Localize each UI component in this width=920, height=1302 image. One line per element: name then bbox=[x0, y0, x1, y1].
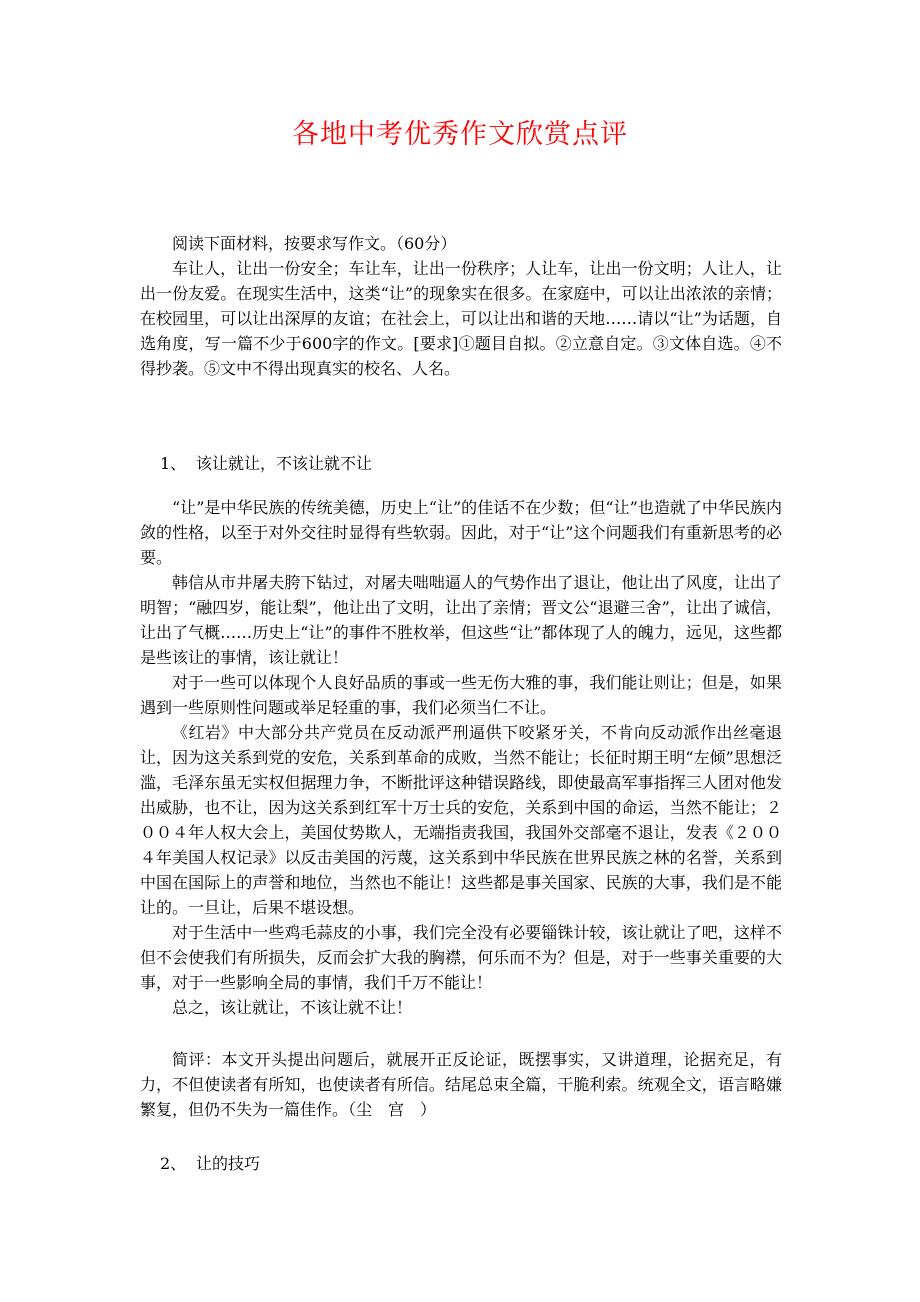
essay1-body bbox=[140, 495, 782, 1020]
essay1-heading bbox=[160, 451, 372, 476]
prompt-block bbox=[140, 231, 782, 381]
essay1-paragraph: “让”是中华民族的传统美德，历史上“让”的佳话不在少数；但“让”也造就了中华民族内敛的性格，以至于对外交往时显得有些软弱。因此，对于“让”这个问题我们有重新思考的必要。 bbox=[140, 498, 782, 567]
essay1-paragraph: 《红岩》中大部分共产党员在反动派严刑逼供下咬紧牙关，不肯向反动派作出丝毫退让，因为这关系到党的安危，关系到革命的成败，当然不能让；长征时期王明“左倾”思想泛滥，毛泽东虽无实权但据理力争，不断批评这种错误路线，即使最高军事指挥三人团对他发出威胁，也不让，因为这关系到红军十万士兵的安危，关系到中国的命运，当然不能让；２００４年人权大会上，美国仗势欺人，无端指责我国，我国外交部毫不退让，发表《２００４年美国人权记录》以反击美国的污蔑，这关系到中华民族在世界民族之林的名誉，关系到中国在国际上的声誉和地位，当然也不能让！这些都是事关国家、民族的大事，我们是不能让的。一旦让，后果不堪设想。 bbox=[140, 723, 782, 917]
essay1-title: 该让就让，不该让就不让 bbox=[196, 454, 373, 473]
essay1-paragraph: 对于生活中一些鸡毛蒜皮的小事，我们完全没有必要锱铢计较，该让就让了吧，这样不但不会使我们有所损失，反而会扩大我的胸襟，何乐而不为？但是，对于一些事关重要的大事，对于一些影响全局的事情，我们千万不能让！ bbox=[140, 923, 782, 992]
document-title: 各地中考优秀作文欣赏点评 bbox=[292, 119, 628, 150]
essay2-heading bbox=[160, 1151, 260, 1176]
prompt-material: 车让人，让出一份安全；车让车，让出一份秩序；人让车，让出一份文明；人让人，让出一份友爱。在现实生活中，这类“让”的现象实在很多。在家庭中，可以让出浓浓的亲情；在校园里，可以让出深厚的友谊；在社会上，可以让出和谐的天地……请以“让”为话题，自选角度，写一篇不少于600字的作文。[要求]①题目自拟。②立意自定。③文体自选。④不得抄袭。⑤文中不得出现真实的校名、人名。 bbox=[140, 259, 782, 378]
essay1-number: 1、 bbox=[160, 454, 187, 473]
essay1-paragraph: 总之，该让就让，不该让就不让！ bbox=[172, 998, 413, 1017]
essay1-paragraph: 韩信从市井屠夫胯下钻过，对屠夫咄咄逼人的气势作出了退让，他让出了风度，让出了明智；“融四岁，能让梨”，他让出了文明，让出了亲情；晋文公“退避三舍”，让出了诚信，让出了气概……历史上“让”的事件不胜枚举，但这些“让”都体现了人的魄力，远见，这些都是些该让的事情，该让就让！ bbox=[140, 573, 782, 667]
essay2-number: 2、 bbox=[160, 1154, 187, 1173]
prompt-instruction: 阅读下面材料，按要求写作文。（60分） bbox=[172, 234, 457, 253]
essay2-title: 让的技巧 bbox=[196, 1154, 261, 1173]
essay1-comment: 简评：本文开头提出问题后，就展开正反论证，既摆事实，又讲道理，论据充足，有力，不但使读者有所知，也使读者有所信。结尾总束全篇，干脆利索。统观全文，语言略嫌繁复，但仍不失为一篇佳作。（尘 宫 ） bbox=[140, 1050, 782, 1119]
essay1-comment-block bbox=[140, 1047, 782, 1122]
essay1-paragraph: 对于一些可以体现个人良好品质的事或一些无伤大雅的事，我们能让则让；但是，如果遇到一些原则性问题或举足轻重的事，我们必须当仁不让。 bbox=[140, 673, 782, 717]
